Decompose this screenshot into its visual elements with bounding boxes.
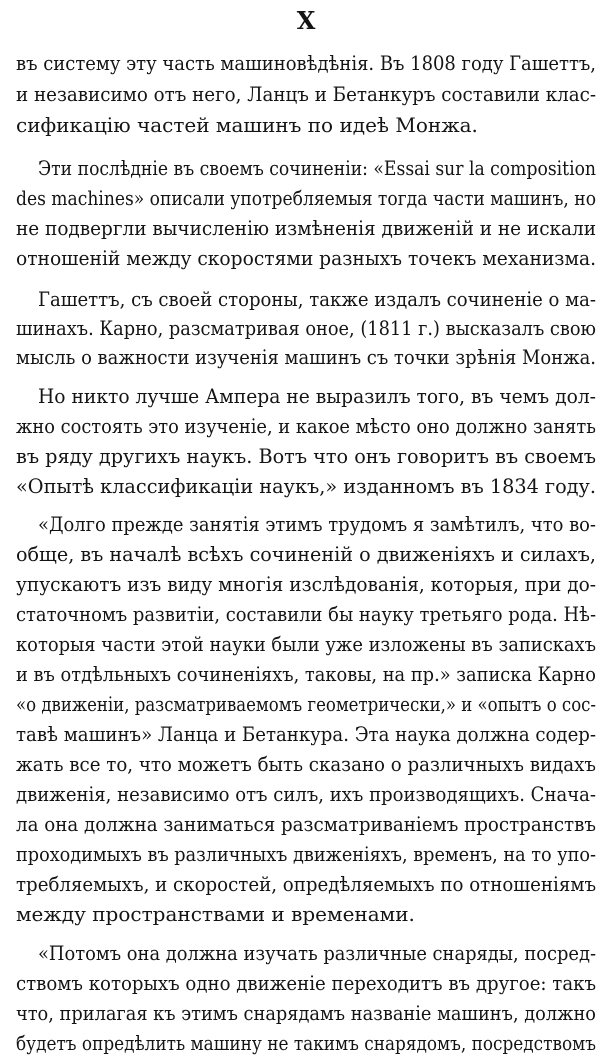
text-line: движенія, независимо отъ силъ, ихъ производящихъ. Снача- — [16, 782, 596, 806]
text-line: проходимыхъ въ различныхъ движеніяхъ, временъ, на то упо- — [16, 842, 596, 866]
text-line: «Долго прежде занятія этимъ трудомъ я замѣтилъ, что во- — [38, 512, 596, 536]
text-line: «Опытѣ классификаціи наукъ,» изданномъ въ 1834 году. — [16, 474, 596, 498]
text-line: будетъ опредѣлить машину не такимъ снарядомъ, посредствомъ — [16, 1031, 596, 1055]
text-line: «Потомъ она должна изучать различные снаряды, посред- — [38, 941, 597, 965]
text-line: ствомъ которыхъ одно движеніе переходитъ въ другое: такъ — [16, 971, 596, 995]
text-line: статочномъ развитіи, составили бы науку третьяго рода. Нѣ- — [16, 602, 597, 626]
text-line: тавѣ машинъ» Ланца и Бетанкура. Эта наука должна содер- — [16, 722, 597, 746]
text-line: Эти послѣдніе въ своемъ сочиненіи: «Essai sur la composition — [38, 156, 596, 180]
text-line: des machines» описали употребляемыя тогда части машинъ, но — [16, 186, 597, 210]
text-line: упускаютъ изъ виду многія изслѣдованія, которыя, при до- — [16, 572, 597, 596]
text-line: между пространствами и временами. — [16, 902, 415, 926]
text-line: требляемыхъ, и скоростей, опредѣляемыхъ по отношеніямъ — [16, 872, 597, 896]
text-line: отношеній между скоростями разныхъ точекъ механизма. — [16, 246, 597, 270]
text-line: жно состоять это изученіе, и какое мѣсто оно должно занять — [16, 414, 596, 438]
text-line: не подвергли вычисленію измѣненія движеній и не искали — [16, 216, 597, 240]
text-line: сификацію частей машинъ по идеѣ Монжа. — [16, 113, 478, 137]
text-line: что, прилагая къ этимъ снарядамъ названіе машинъ, должно — [16, 1001, 596, 1025]
text-line: жать все то, что можетъ быть сказано о различныхъ видахъ — [16, 752, 596, 776]
text-line: въ систему эту часть машиновѣдѣнія. Въ 1808 году Гашеттъ, — [16, 51, 597, 75]
text-line: Гашеттъ, съ своей стороны, также издалъ сочиненіе о ма- — [38, 287, 597, 311]
text-line: и независимо отъ него, Ланцъ и Бетанкуръ составили клас- — [16, 82, 597, 106]
text-line: и въ отдѣльныхъ сочиненіяхъ, таковы, на пр.» записка Карно — [16, 662, 597, 686]
text-line: шинахъ. Карно, разсматривая оное, (1811 г.) высказалъ свою — [16, 316, 596, 340]
text-line: «о движеніи, разсматриваемомъ геометрически,» и «опытъ о сос- — [16, 692, 597, 716]
text-line: которыя части этой науки были уже изложены въ запискахъ — [16, 632, 597, 656]
text-line: въ ряду другихъ наукъ. Вотъ что онъ говоритъ въ своемъ — [16, 444, 597, 468]
text-line: Но никто лучше Ампера не выразилъ того, въ чемъ дол- — [38, 384, 597, 408]
text-line: обще, въ началѣ всѣхъ сочиненій о движеніяхъ и силахъ, — [16, 542, 597, 566]
page-number: X — [296, 6, 316, 35]
text-line: ла она должна заниматься разсматриваніемъ пространствъ — [16, 812, 597, 836]
text-line: мысль о важности изученія машинъ съ точки зрѣнія Монжа. — [16, 345, 597, 369]
